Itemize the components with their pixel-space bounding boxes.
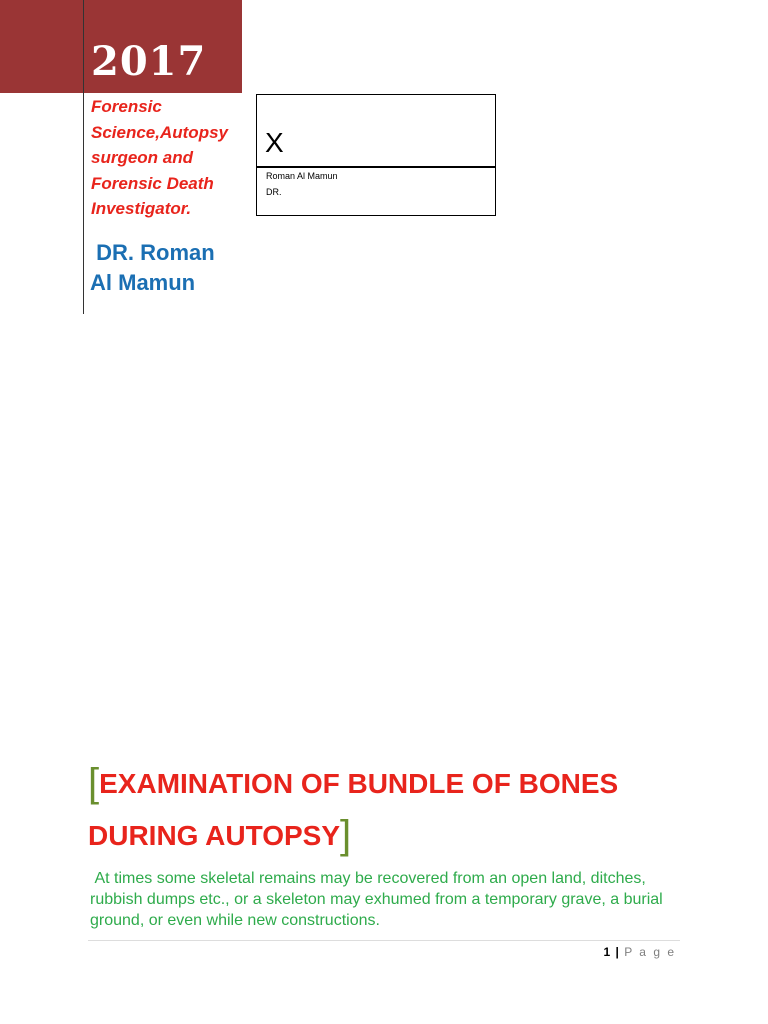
title-text-line-2: DURING AUTOPSY: [88, 820, 341, 851]
intro-paragraph: At times some skeletal remains may be recovered from an open land, ditches, rubbish dumps etc., or a skeleton may exhumed from a temporary grave, a burial ground, or even while new constructions.: [90, 870, 668, 929]
subtitle-line: Forensic: [91, 97, 162, 116]
page-label: P a g e: [624, 945, 676, 959]
cover-author: [90, 238, 250, 298]
title-line-1: [88, 758, 728, 810]
title-bracket-open: [: [88, 761, 100, 805]
cover-subtitle: [91, 94, 241, 222]
subtitle-line: Forensic Death: [91, 173, 214, 193]
signature-line: [257, 166, 495, 168]
author-line: DR. Roman: [90, 240, 215, 265]
subtitle-line: Science,Autopsy: [91, 122, 228, 142]
title-bracket-close: ]: [340, 813, 352, 857]
year-banner: [0, 0, 242, 93]
footer-rule: [88, 940, 680, 941]
signer-title: DR.: [266, 187, 282, 197]
title-text-line-1: EXAMINATION OF BUNDLE OF BONES: [99, 768, 619, 799]
subtitle-line: Investigator.: [91, 199, 192, 218]
page-number: 1: [603, 945, 611, 959]
article-title: [88, 758, 728, 862]
page-footer: [603, 944, 676, 960]
subtitle-line: surgeon and: [91, 148, 194, 167]
signer-name: Roman Al Mamun: [266, 171, 338, 181]
cover-vertical-rule: [83, 0, 84, 314]
title-line-2: [88, 810, 728, 862]
signature-mark: X: [265, 127, 284, 158]
year-label: 2017: [91, 38, 207, 85]
author-line: Al Mamun: [90, 270, 196, 295]
signature-box: [256, 94, 496, 216]
page-separator: |: [615, 945, 619, 959]
